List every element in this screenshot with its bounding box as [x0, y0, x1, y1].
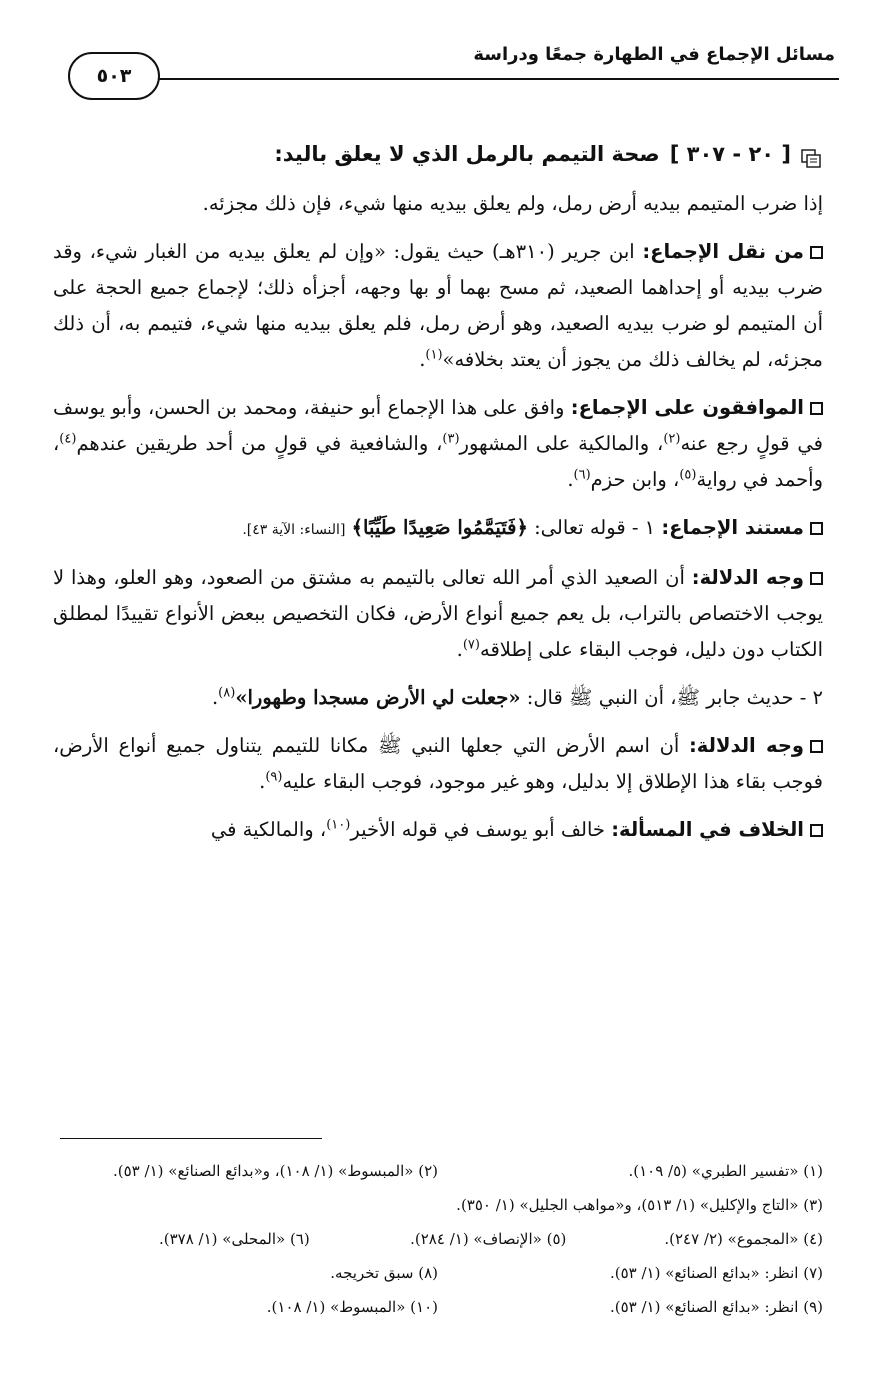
footnote-item: (١٠) «المبسوط» (١/ ١٠٨). [266, 1298, 438, 1316]
dispute-text-2: ، والمالكية في [210, 818, 327, 841]
footnote-ref: (١) [425, 347, 443, 363]
basis-label: مستند الإجماع: [661, 516, 804, 539]
agreeing-paragraph [53, 390, 823, 498]
footnote-item: (١) «تفسير الطبري» (٥/ ١٠٩). [628, 1162, 823, 1180]
evidence-paragraph-1 [53, 560, 823, 668]
agreeing-text-4: ، وأحمد في رواية [53, 432, 823, 491]
evidence-label: وجه الدلالة: [691, 566, 805, 589]
dispute-label: الخلاف في المسألة: [611, 818, 804, 841]
footnote-item: (٤) «المجموع» (٢/ ٢٤٧). [664, 1230, 823, 1248]
transmission-label: من نقل الإجماع: [642, 240, 804, 263]
footnote-item: (٧) انظر: «بدائع الصنائع» (١/ ٥٣). [609, 1264, 823, 1282]
page-number-badge: ٥٠٣ [68, 52, 160, 100]
footnote-item: (٦) «المحلى» (١/ ٣٧٨). [158, 1230, 310, 1248]
basis-text: ١ - قوله تعالى: [534, 516, 656, 539]
verse-reference: [النساء: الآية ٤٣]. [242, 522, 346, 538]
footnote-item: (٢) «المبسوط» (١/ ١٠٨)، و«بدائع الصنائع» (١/ ٥٣). [113, 1162, 438, 1180]
evidence-paragraph-2 [53, 728, 823, 800]
agreeing-text-1: وافق على هذا الإجماع أبو حنيفة، ومحمد بن الحسن، وأبو يوسف في قولٍ رجع عنه [53, 396, 823, 455]
basis-paragraph [53, 510, 823, 548]
agreeing-label: الموافقون على الإجماع: [570, 396, 804, 419]
hadith-quote: «جعلت لي الأرض مسجدا وطهورا» [235, 686, 521, 709]
footnote-ref: (٤) [59, 431, 77, 447]
copy-icon [801, 144, 823, 164]
evidence-text: أن اسم الأرض التي جعلها النبي ﷺ مكانا للتيمم يتناول جميع أنواع الأرض، فوجب بقاء هذا الإطلاق إلا بدليل، وهو غير موجود، فوجب البقاء عليه [53, 734, 823, 793]
period: . [456, 638, 463, 661]
period: . [259, 770, 266, 793]
running-header-title: مسائل الإجماع في الطهارة جمعًا ودراسة [473, 44, 835, 65]
footnote-row [53, 1256, 823, 1290]
issue-title: صحة التيمم بالرمل الذي لا يعلق باليد: [274, 142, 660, 166]
square-bullet-icon [810, 740, 823, 753]
transmission-text: ابن جرير (٣١٠هـ) حيث يقول: «وإن لم يعلق بيديه من الغبار شيء، وقد ضرب بيديه أو إحداهما الصعيد، ثم مسح بهما أو بها وجهه، أجزأه ذلك؛ لإجماع جميع الحجة على أن المتيمم لو ضرب بيديه الصعيد، وهو أرض رمل، فلم يعلق بيديه منها شيء، فتيمم به، أن ذلك مجزئه، لم يخالف ذلك من يجوز أن يعتد بخلافه» [53, 240, 823, 371]
square-bullet-icon [810, 572, 823, 585]
dispute-text-1: خالف أبو يوسف في قوله الأخير [350, 818, 605, 841]
square-bullet-icon [810, 246, 823, 259]
footnote-row [53, 1154, 823, 1188]
footnote-ref: (٧) [462, 637, 480, 653]
square-bullet-icon [810, 824, 823, 837]
agreeing-text-3: ، والشافعية في قولٍ من أحد طريقين عندهم [76, 432, 443, 455]
period: . [211, 686, 219, 709]
footnote-item: (٩) انظر: «بدائع الصنائع» (١/ ٥٣). [609, 1298, 823, 1316]
issue-heading [53, 136, 823, 172]
square-bullet-icon [810, 402, 823, 415]
evidence-text: أن الصعيد الذي أمر الله تعالى بالتيمم به مشتق من الصعود، وهو العلو، وهذا لا يوجب الاختصاص بالتراب، بل يعم جميع أنواع الأرض، فكان التخصيص ببعض الأنواع تقييدًا لمطلق الكتاب دون دليل، فوجب البقاء على إطلاقه [53, 566, 823, 661]
footnote-ref: (٩) [265, 769, 283, 785]
hadith-text: ٢ - حديث جابر ﷺ، أن النبي ﷺ قال: [526, 686, 823, 709]
footnote-ref: (٢) [663, 431, 681, 447]
footnote-ref: (١٠) [326, 817, 351, 833]
dispute-paragraph [53, 812, 823, 848]
square-bullet-icon [810, 522, 823, 535]
footnote-separator [60, 1138, 322, 1139]
evidence-label: وجه الدلالة: [689, 734, 804, 757]
period: . [567, 468, 574, 491]
issue-number: [ ٢٠ - ٣٠٧ ] [669, 142, 791, 166]
header-rule [150, 78, 839, 80]
footnote-ref: (٣) [442, 431, 460, 447]
transmission-paragraph [53, 234, 823, 378]
footnote-ref: (٥) [679, 467, 697, 483]
footnote-ref: (٨) [218, 685, 236, 701]
footnotes [53, 1154, 823, 1324]
intro-paragraph: إذا ضرب المتيمم بيديه أرض رمل، ولم يعلق بيديه منها شيء، فإن ذلك مجزئه. [202, 192, 823, 215]
period: . [419, 348, 426, 371]
footnote-row [53, 1290, 823, 1324]
hadith-paragraph [53, 680, 823, 716]
main-content [53, 136, 823, 860]
quran-verse: ﴿فَتَيَمَّمُوا صَعِيدًا طَيِّبًا﴾ [351, 516, 528, 539]
footnote-item: (٨) سبق تخريجه. [330, 1264, 438, 1282]
footnote-item: (٥) «الإنصاف» (١/ ٢٨٤). [410, 1230, 567, 1248]
footnote-item: (٣) «التاج والإكليل» (١/ ٥١٣)، و«مواهب الجليل» (١/ ٣٥٠). [456, 1196, 823, 1214]
footnote-ref: (٦) [573, 467, 591, 483]
footnote-row [53, 1188, 823, 1222]
agreeing-text-2: ، والمالكية على المشهور [459, 432, 664, 455]
agreeing-text-5: ، وابن حزم [590, 468, 680, 491]
footnote-row [53, 1222, 823, 1256]
